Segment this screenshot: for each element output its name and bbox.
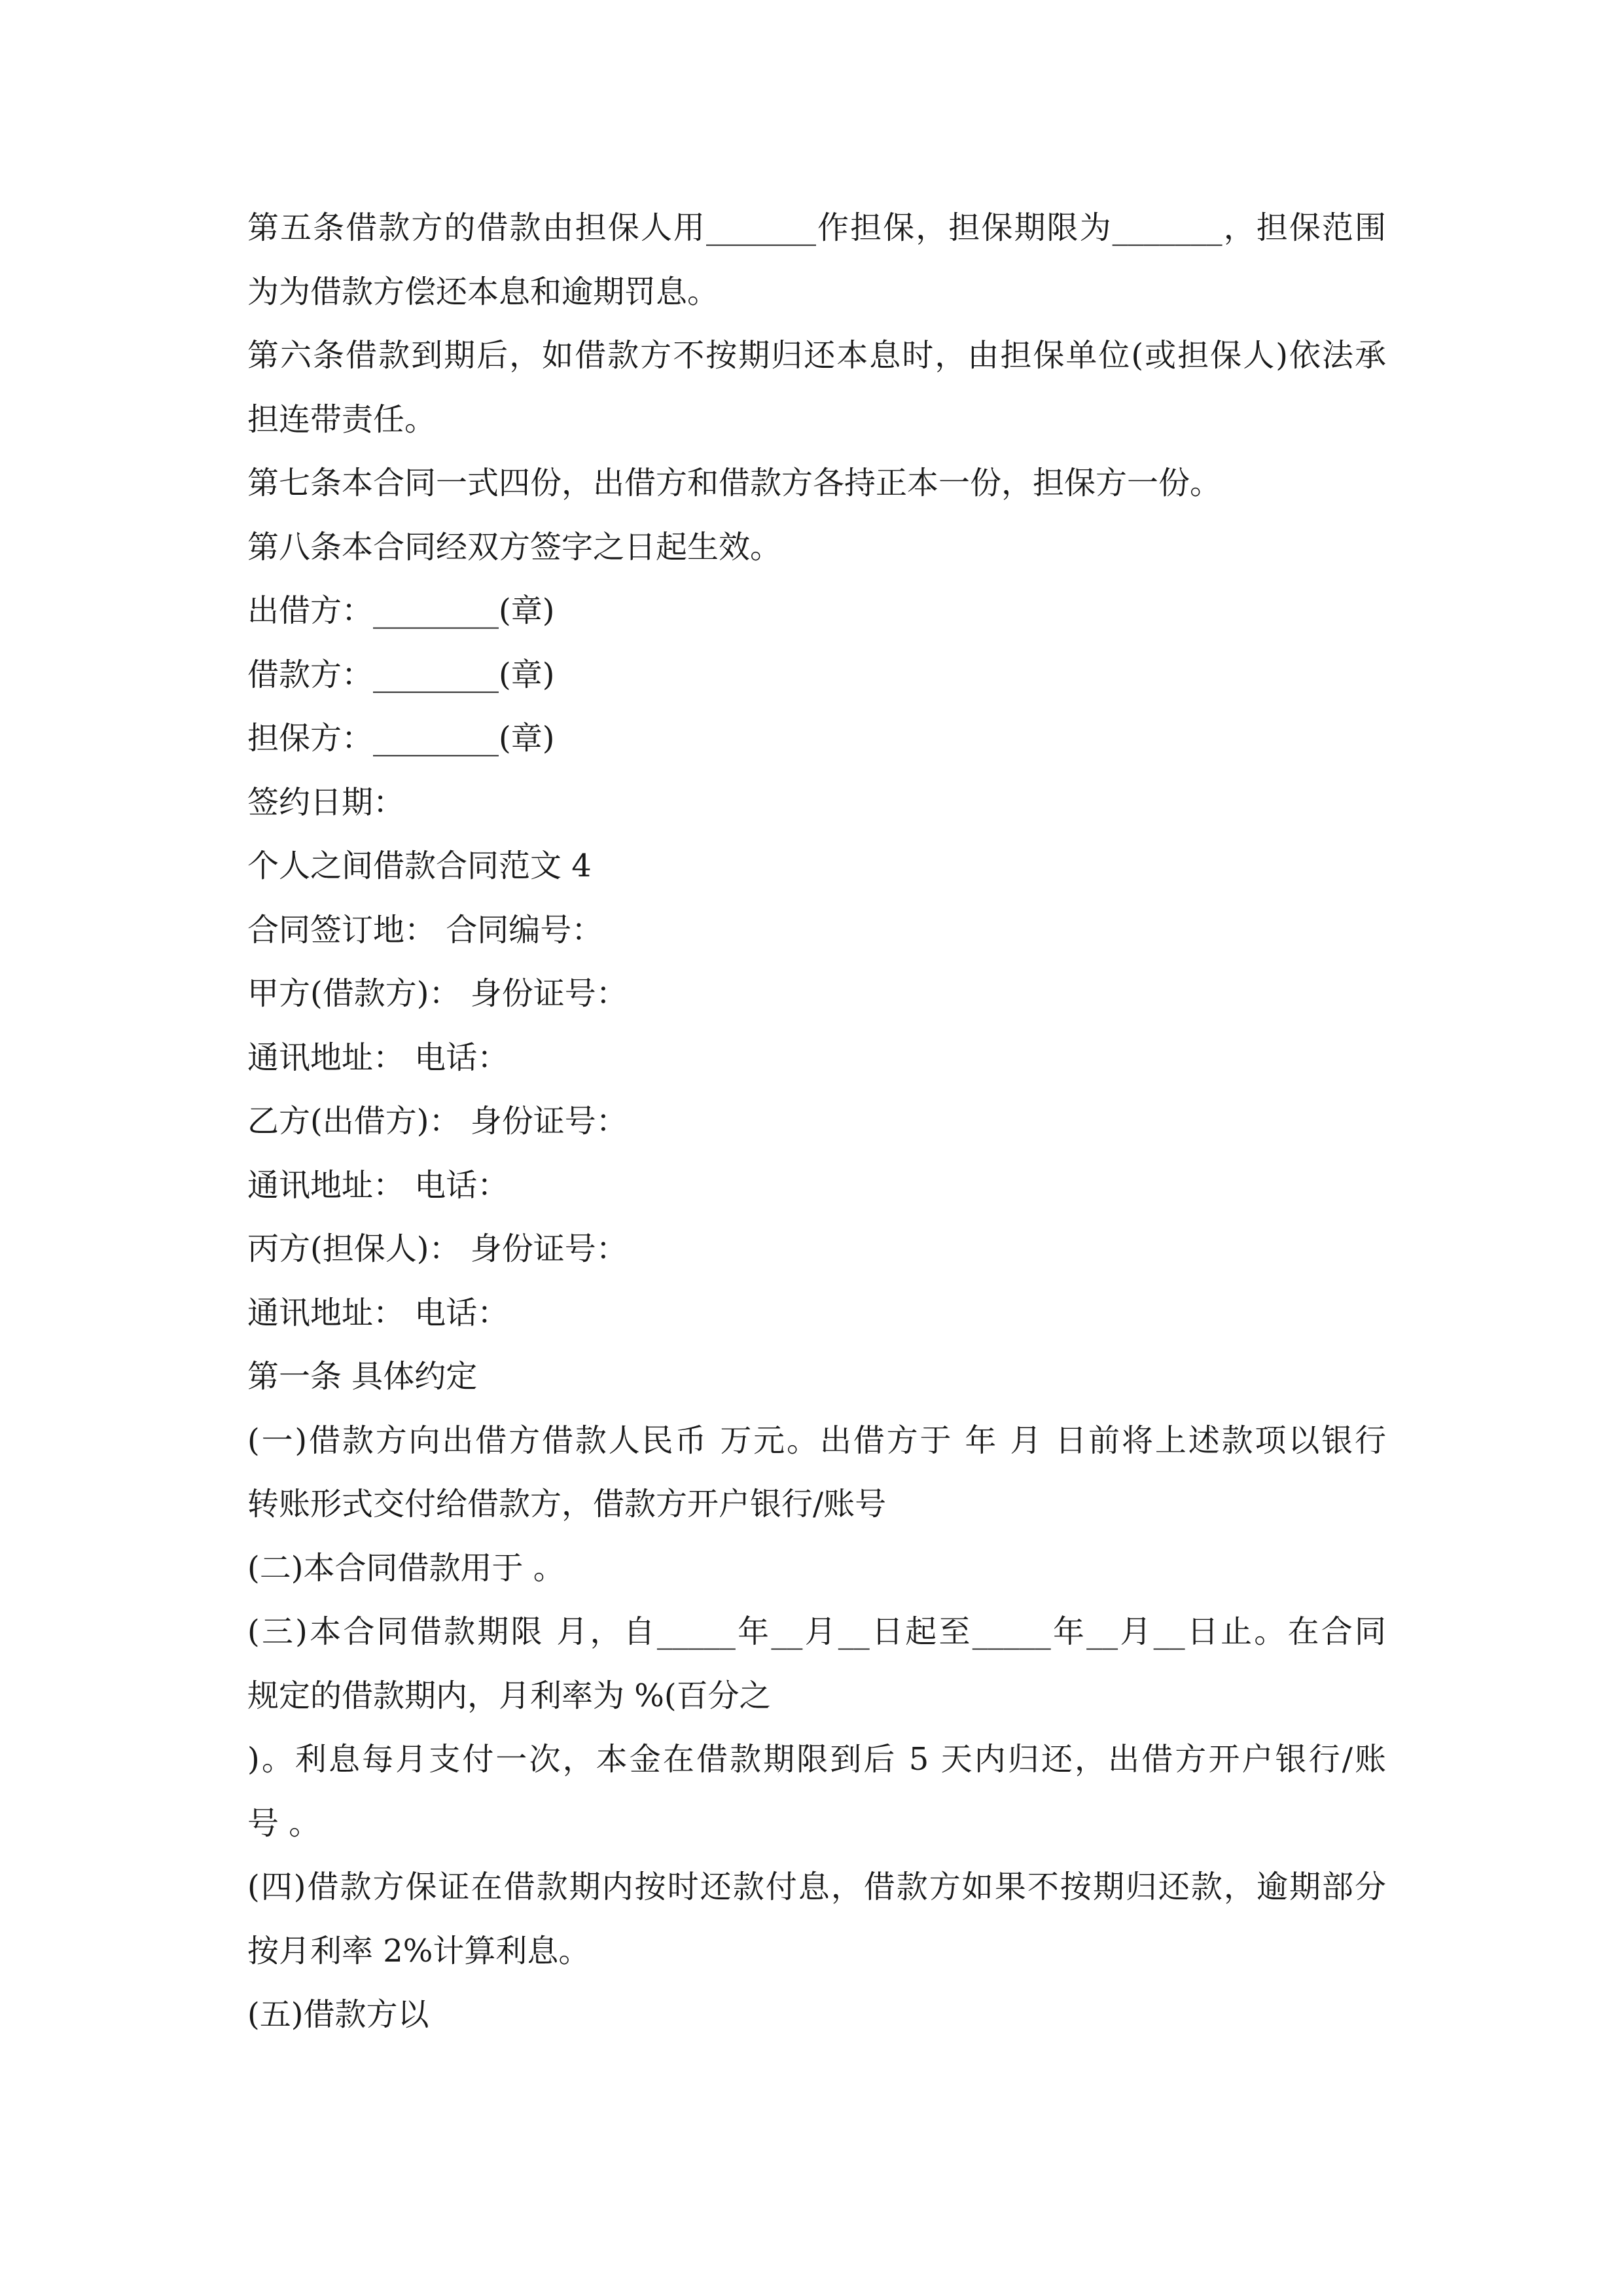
document-body (247, 196, 1386, 2047)
text-line: 第五条借款方的借款由担保人用_______作担保，担保期限为_______，担保范围 (247, 209, 1386, 246)
text-line: 通讯地址： 电话： (247, 1166, 509, 1204)
text-line: )。利息每月支付一次，本金在借款期限到后 5 天内归还，出借方开户银行/账 (247, 1741, 1386, 1778)
text-line: (三)本合同借款期限 月，自_____年__月__日起至_____年__月__日止。在合同 (247, 1613, 1386, 1650)
text-line: (五)借款方以 (247, 1996, 429, 2033)
text-line: 担连带责任。 (247, 401, 437, 438)
text-line: 合同签订地： 合同编号： (247, 911, 603, 948)
text-line: 规定的借款期内，月利率为 %(百分之 (247, 1677, 771, 1714)
text-line: (四)借款方保证在借款期内按时还款付息，借款方如果不按期归还款，逾期部分 (247, 1869, 1386, 1905)
signature-line-lender: 出借方：________(章) (247, 592, 555, 629)
signature-line-guarantor: 担保方：________(章) (247, 720, 555, 757)
signing-date: 签约日期： (247, 783, 405, 821)
article-heading: 第一条 具体约定 (247, 1358, 478, 1395)
signature-line-borrower: 借款方：________(章) (247, 656, 555, 693)
text-line: 第六条借款到期后，如借款方不按期归还本息时，由担保单位(或担保人)依法承 (247, 337, 1386, 374)
text-line: (二)本合同借款用于 。 (247, 1549, 565, 1587)
text-line: 通讯地址： 电话： (247, 1294, 509, 1331)
text-line: 丙方(担保人)： 身份证号： (247, 1230, 628, 1267)
text-line: 通讯地址： 电话： (247, 1039, 509, 1076)
text-line: 号 。 (247, 1804, 321, 1842)
text-line: 第八条本合同经双方签字之日起生效。 (247, 528, 782, 565)
text-line: 为为借款方偿还本息和逾期罚息。 (247, 273, 719, 310)
text-line: 转账形式交付给借款方，借款方开户银行/账号 (247, 1486, 887, 1522)
text-line: (一)借款方向出借方借款人民币 万元。出借方于 年 月 日前将上述款项以银行 (247, 1422, 1386, 1459)
text-line: 第七条本合同一式四份，出借方和借款方各持正本一份，担保方一份。 (247, 465, 1222, 501)
text-line: 甲方(借款方)： 身份证号： (247, 975, 628, 1012)
text-line: 乙方(出借方)： 身份证号： (247, 1103, 628, 1139)
text-line: 按月利率 2%计算利息。 (247, 1932, 590, 1969)
section-title: 个人之间借款合同范文 4 (247, 848, 592, 884)
